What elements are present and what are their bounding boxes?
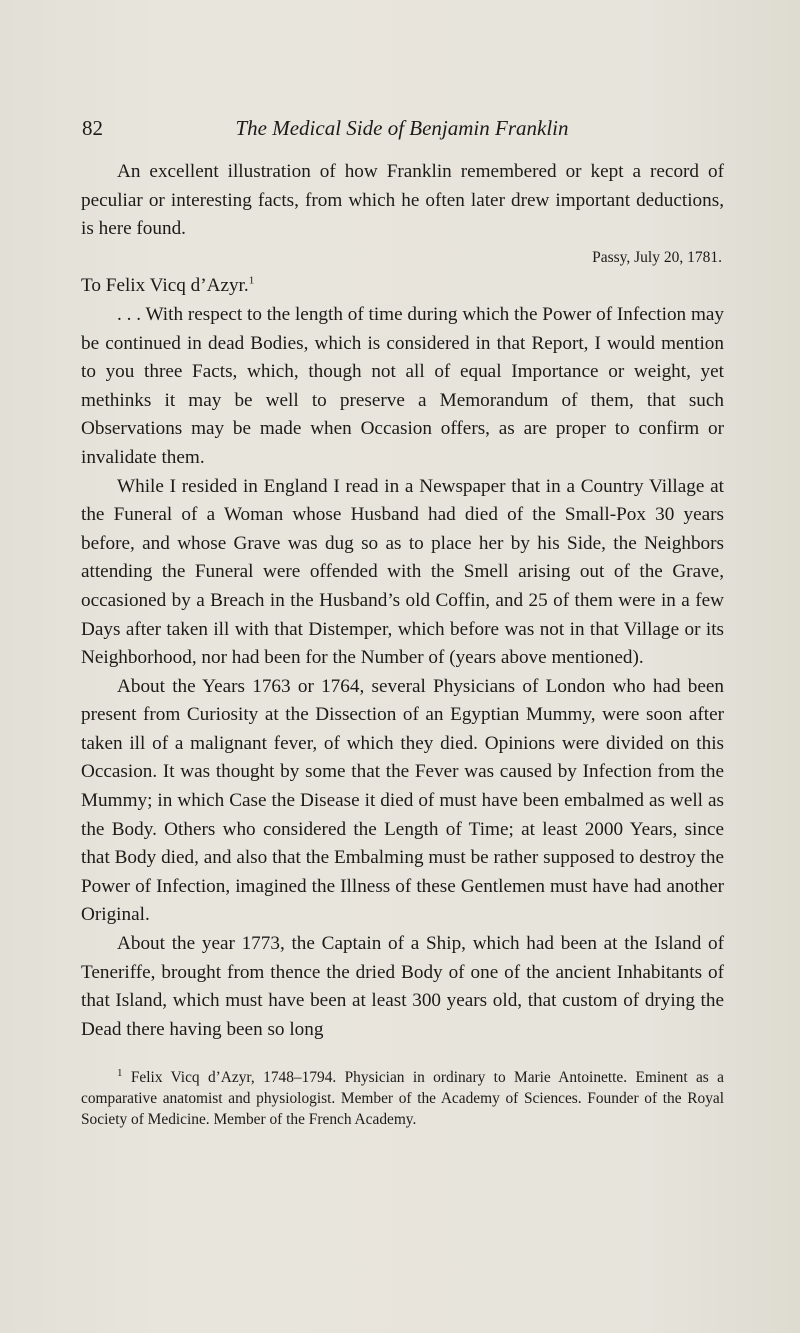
letter-paragraph: While I resided in England I read in a Newspaper that in a Country Village at the Funeral of a Woman whose Husband had died of the Small-Pox 30 years before, and whose Grave was dug so as to place her by his Side, the Neighbors attending the Funeral were offended with the Smell arising out of the Grave, occasioned by a Breach in the Husband’s old Coffin, and 25 of them were in a few Days after taken ill with that Distemper, which before was not in that Village or its Neighborhood, nor had been for the Number of (years above mentioned). [81, 475, 724, 669]
main-text [81, 158, 724, 1044]
footnote-text: Felix Vicq d’Azyr, 1748–1794. Physician in ordinary to Marie Antoinette. Eminent as a comparative anatomist and physiologist. Member of the Academy of Sciences. Founder of the Royal Society of Medicine. Member of the French Academy. [81, 1069, 724, 1128]
footnote-paragraph [81, 1067, 724, 1130]
page-number: 82 [82, 116, 103, 140]
letter-paragraph: About the Years 1763 or 1764, several Physicians of London who had been present from Curiosity at the Dissection of an Egyptian Mummy, were soon after taken ill of a malignant fever, of which they died. Opinions were divided on this Occasion. It was thought by some that the Fever was caused by Infection from the Mummy; in which Case the Disease it died of must have been embalmed as well as the Body. Others who considered the Length of Time; at least 2000 Years, since that Body died, and also that the Embalming must be rather supposed to destroy the Power of Infection, imagined the Illness of these Gentlemen must have had another Original. [81, 675, 724, 926]
running-title: The Medical Side of Benjamin Franklin [235, 116, 569, 140]
letter-dateline: Passy, July 20, 1781. [592, 248, 722, 266]
letter-paragraph: . . . With respect to the length of time during which the Power of Infection may be continued in dead Bodies, which is considered in that Report, I would mention to you three Facts, which, though not all of equal Importance or weight, yet methinks it may be well to preserve a Memorandum of them, that such Observations may be made when Occasion offers, as are proper to confirm or invalidate them. [81, 303, 724, 468]
page-header [82, 113, 722, 143]
letter-salutation [81, 272, 724, 301]
footnote [81, 1067, 724, 1130]
salutation-text: To Felix Vicq d’Azyr. [81, 275, 249, 297]
intro-paragraph: An excellent illustration of how Franklin remembered or kept a record of peculiar or interesting facts, from which he often later drew important deductions, is here found. [81, 161, 724, 240]
footnote-marker: 1 [117, 1066, 123, 1079]
footnote-reference: 1 [248, 274, 255, 287]
letter-paragraph: About the year 1773, the Captain of a Ship, which had been at the Island of Teneriffe, brought from thence the dried Body of one of the ancient Inhabitants of that Island, which must have been at least 300 years old, that custom of drying the Dead there having been so long [81, 933, 724, 1040]
